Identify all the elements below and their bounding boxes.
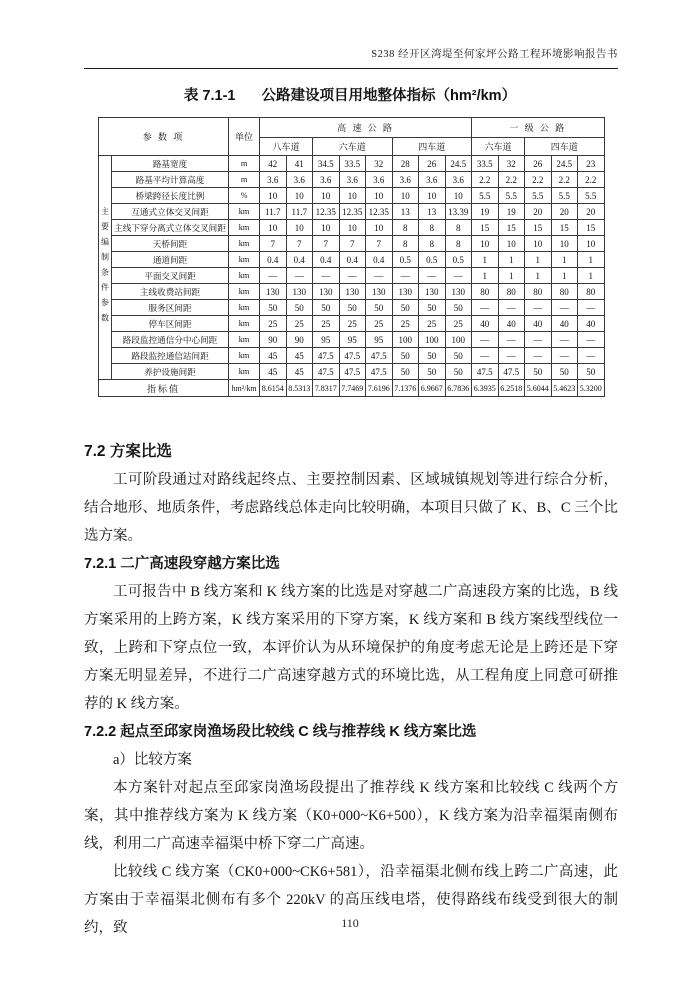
row-value: 47.5	[472, 364, 499, 380]
table-caption-title: 公路建设项目用地整体指标（hm²/km）	[261, 88, 517, 104]
row-value: 50	[419, 348, 446, 364]
row-value: 47.5	[313, 364, 340, 380]
row-value: 8	[392, 236, 419, 252]
row-value: 12.35	[313, 204, 340, 220]
row-value: 33.5	[339, 156, 366, 172]
row-value: 15	[525, 220, 552, 236]
row-value: 50	[339, 300, 366, 316]
table-header-row-1	[99, 118, 605, 138]
row-value: 0.5	[392, 252, 419, 268]
footer-value: 7.7469	[339, 380, 366, 397]
row-value: 50	[445, 300, 472, 316]
row-value: 10	[260, 220, 287, 236]
row-value: 45	[260, 348, 287, 364]
row-value: 130	[260, 284, 287, 300]
row-value: 33.5	[472, 156, 499, 172]
row-value: 50	[392, 300, 419, 316]
row-value: 25	[260, 316, 287, 332]
row-value: 0.4	[313, 252, 340, 268]
land-use-indicator-table	[98, 117, 605, 397]
row-value: 47.5	[339, 348, 366, 364]
row-unit: m	[229, 156, 260, 172]
table-row	[99, 284, 605, 300]
row-value: 25	[286, 316, 313, 332]
row-value: 8	[419, 236, 446, 252]
row-value: 50	[260, 300, 287, 316]
row-value: 8	[445, 220, 472, 236]
row-value: —	[498, 332, 525, 348]
row-value: 0.4	[260, 252, 287, 268]
row-value: 3.6	[286, 172, 313, 188]
row-value: 10	[551, 236, 578, 252]
header-rule	[84, 68, 618, 69]
row-value: 2.2	[498, 172, 525, 188]
row-value: 20	[525, 204, 552, 220]
row-value: —	[525, 332, 552, 348]
row-value: 19	[498, 204, 525, 220]
row-value: 10	[419, 188, 446, 204]
row-value: 50	[313, 300, 340, 316]
row-value: 8	[392, 220, 419, 236]
row-value: 0.5	[445, 252, 472, 268]
row-value: 25	[366, 316, 393, 332]
row-param-name: 路基平均计算高度	[112, 172, 229, 188]
row-value: 11.7	[286, 204, 313, 220]
footer-value: 8.5313	[286, 380, 313, 397]
row-value: —	[578, 300, 605, 316]
row-value: 10	[498, 236, 525, 252]
row-param-name: 服务区间距	[112, 300, 229, 316]
row-value: 3.6	[339, 172, 366, 188]
section-7-2-2-paragraph-1: 本方案针对起点至邱家岗渔场段提出了推荐线 K 线方案和比较线 C 线两个方案，其中推荐线方案为 K 线方案（K0+000~K6+500），K 线方案为沿幸福渠南侧布线，利用二广高速幸福渠中桥下穿二广高速。	[84, 780, 618, 852]
row-value: 130	[419, 284, 446, 300]
row-value: 45	[286, 364, 313, 380]
table-row	[99, 188, 605, 204]
row-value: 32	[498, 156, 525, 172]
row-value: 1	[472, 252, 499, 268]
row-group-label: 主要编制条件参数	[99, 156, 112, 380]
row-value: 15	[498, 220, 525, 236]
header-lane-6b: 六车道	[472, 138, 525, 156]
footer-value: 6.9667	[419, 380, 446, 397]
row-value: 13.39	[445, 204, 472, 220]
row-value: 45	[286, 348, 313, 364]
row-value: 3.6	[419, 172, 446, 188]
row-value: 1	[498, 252, 525, 268]
row-value: 50	[551, 364, 578, 380]
row-value: —	[551, 348, 578, 364]
row-value: 19	[472, 204, 499, 220]
row-value: 1	[551, 252, 578, 268]
table-row	[99, 220, 605, 236]
row-value: —	[445, 268, 472, 284]
row-param-name: 路基宽度	[112, 156, 229, 172]
header-first-class: 一 级 公 路	[472, 118, 605, 138]
footer-unit: hm²/km	[229, 380, 260, 397]
row-value: 130	[286, 284, 313, 300]
table-row	[99, 348, 605, 364]
row-value: —	[313, 268, 340, 284]
row-value: 47.5	[313, 348, 340, 364]
row-value: 80	[498, 284, 525, 300]
table-row	[99, 300, 605, 316]
table-row	[99, 172, 605, 188]
row-value: 25	[419, 316, 446, 332]
table-row	[99, 268, 605, 284]
row-value: 10	[286, 220, 313, 236]
row-unit: km	[229, 252, 260, 268]
footer-value: 5.3200	[578, 380, 605, 397]
row-value: 5.5	[498, 188, 525, 204]
header-param: 参 数 项	[99, 118, 229, 156]
table-row	[99, 252, 605, 268]
row-value: 10	[445, 188, 472, 204]
row-value: 7	[366, 236, 393, 252]
row-value: 13	[419, 204, 446, 220]
row-value: 50	[525, 364, 552, 380]
row-value: —	[551, 300, 578, 316]
row-value: —	[551, 332, 578, 348]
row-param-name: 养护设施间距	[112, 364, 229, 380]
row-value: 10	[313, 188, 340, 204]
row-value: 47.5	[366, 364, 393, 380]
row-value: 10	[392, 188, 419, 204]
row-value: 130	[366, 284, 393, 300]
header-unit: 单位	[229, 118, 260, 156]
row-param-name: 天桥间距	[112, 236, 229, 252]
row-value: 32	[366, 156, 393, 172]
row-value: 50	[419, 364, 446, 380]
row-value: 5.5	[578, 188, 605, 204]
row-value: 23	[578, 156, 605, 172]
row-value: 24.5	[445, 156, 472, 172]
row-value: 7	[339, 236, 366, 252]
row-value: 26	[419, 156, 446, 172]
row-value: 80	[578, 284, 605, 300]
row-value: 80	[472, 284, 499, 300]
row-unit: %	[229, 188, 260, 204]
row-unit: km	[229, 316, 260, 332]
header-lane-4: 四车道	[392, 138, 472, 156]
row-value: 10	[260, 188, 287, 204]
row-value: 8	[445, 236, 472, 252]
row-value: 12.35	[339, 204, 366, 220]
row-value: 50	[578, 364, 605, 380]
footer-value: 7.1376	[392, 380, 419, 397]
row-param-name: 路段监控通信分中心间距	[112, 332, 229, 348]
row-value: 3.6	[392, 172, 419, 188]
table-body	[99, 156, 605, 397]
row-unit: km	[229, 300, 260, 316]
row-value: 2.2	[472, 172, 499, 188]
row-value: 5.5	[525, 188, 552, 204]
row-value: —	[472, 300, 499, 316]
row-value: 1	[578, 252, 605, 268]
row-value: 90	[260, 332, 287, 348]
row-unit: km	[229, 204, 260, 220]
row-value: 25	[339, 316, 366, 332]
row-value: 100	[419, 332, 446, 348]
header-lane-6: 六车道	[313, 138, 393, 156]
row-value: 50	[366, 300, 393, 316]
row-value: 45	[260, 364, 287, 380]
row-value: —	[525, 300, 552, 316]
section-7-2-1-paragraph: 工可报告中 B 线方案和 K 线方案的比选是对穿越二广高速段方案的比选，B 线方案采用的上跨方案，K 线方案采用的下穿方案，K 线方案和 B 线方案线型线位一致，上跨和下穿点位一致，本评价认为从环境保护的角度考虑无论是上跨还是下穿方案无明显差异，不进行二广高速穿越方式的环境比选，从工程角度上同意可研推荐的 K 线方案。	[84, 584, 618, 712]
row-value: 2.2	[525, 172, 552, 188]
row-value: 10	[525, 236, 552, 252]
running-head: S238 经开区湾堤至何家坪公路工程环境影响报告书	[371, 49, 618, 60]
row-value: —	[578, 332, 605, 348]
row-unit: m	[229, 172, 260, 188]
row-value: 11.7	[260, 204, 287, 220]
row-value: 25	[445, 316, 472, 332]
row-value: 95	[313, 332, 340, 348]
row-value: 2.2	[578, 172, 605, 188]
row-param-name: 主线下穿分离式立体交叉间距	[112, 220, 229, 236]
row-value: 130	[392, 284, 419, 300]
row-value: 0.4	[366, 252, 393, 268]
body-content	[84, 438, 618, 942]
row-value: 10	[286, 188, 313, 204]
row-value: 0.5	[419, 252, 446, 268]
table-row	[99, 332, 605, 348]
row-value: 40	[578, 316, 605, 332]
row-value: 3.6	[313, 172, 340, 188]
row-value: 41	[286, 156, 313, 172]
row-value: 50	[286, 300, 313, 316]
row-value: 50	[445, 364, 472, 380]
footer-value: 6.7836	[445, 380, 472, 397]
row-value: 80	[551, 284, 578, 300]
row-param-name: 平面交叉间距	[112, 268, 229, 284]
row-param-name: 互通式立体交叉间距	[112, 204, 229, 220]
row-value: 7	[286, 236, 313, 252]
table-footer-row	[99, 380, 605, 397]
row-value: 10	[313, 220, 340, 236]
footer-value: 8.6154	[260, 380, 287, 397]
footer-value: 5.4623	[551, 380, 578, 397]
row-unit: km	[229, 268, 260, 284]
row-value: 50	[419, 300, 446, 316]
footer-value: 7.8317	[313, 380, 340, 397]
row-value: 24.5	[551, 156, 578, 172]
row-value: 10	[339, 188, 366, 204]
row-value: —	[525, 348, 552, 364]
row-value: 47.5	[339, 364, 366, 380]
row-unit: km	[229, 332, 260, 348]
footer-value: 6.2518	[498, 380, 525, 397]
table-row	[99, 316, 605, 332]
row-value: 95	[366, 332, 393, 348]
row-value: 0.4	[339, 252, 366, 268]
row-value: 12.35	[366, 204, 393, 220]
section-7-2-heading: 7.2 方案比选	[84, 443, 172, 460]
table-row	[99, 204, 605, 220]
row-value: 10	[366, 220, 393, 236]
row-value: 34.5	[313, 156, 340, 172]
row-unit: km	[229, 236, 260, 252]
row-value: —	[498, 300, 525, 316]
row-value: 20	[578, 204, 605, 220]
row-value: 100	[392, 332, 419, 348]
row-value: —	[366, 268, 393, 284]
row-value: 10	[339, 220, 366, 236]
footer-value: 5.6044	[525, 380, 552, 397]
row-value: 7	[260, 236, 287, 252]
table-caption	[0, 84, 700, 105]
row-value: —	[286, 268, 313, 284]
section-7-2-2-subheading: a）比较方案	[113, 752, 192, 768]
row-value: 13	[392, 204, 419, 220]
row-value: 1	[525, 252, 552, 268]
row-value: 3.6	[445, 172, 472, 188]
footer-param-name: 指标值	[99, 380, 229, 397]
row-value: 40	[472, 316, 499, 332]
header-lane-8: 八车道	[260, 138, 313, 156]
row-value: —	[260, 268, 287, 284]
table-row	[99, 156, 605, 172]
row-value: 7	[313, 236, 340, 252]
row-value: 10	[366, 188, 393, 204]
row-value: —	[472, 348, 499, 364]
row-value: 80	[525, 284, 552, 300]
row-value: 25	[313, 316, 340, 332]
row-value: 130	[313, 284, 340, 300]
row-value: 28	[392, 156, 419, 172]
row-value: 26	[525, 156, 552, 172]
row-value: 3.6	[260, 172, 287, 188]
table-row	[99, 364, 605, 380]
row-value: 5.5	[551, 188, 578, 204]
section-7-2-2-heading: 7.2.2 起点至邱家岗渔场段比较线 C 线与推荐线 K 线方案比选	[84, 724, 477, 740]
row-value: 1	[498, 268, 525, 284]
row-param-name: 停车区间距	[112, 316, 229, 332]
row-value: 0.4	[286, 252, 313, 268]
row-value: 42	[260, 156, 287, 172]
row-value: 50	[392, 364, 419, 380]
section-7-2-1-heading: 7.2.1 二广高速段穿越方案比选	[84, 556, 280, 572]
row-unit: km	[229, 284, 260, 300]
row-value: 130	[339, 284, 366, 300]
row-value: 100	[445, 332, 472, 348]
row-unit: km	[229, 220, 260, 236]
section-7-2-paragraph: 工可阶段通过对路线起终点、主要控制因素、区域城镇规划等进行综合分析，结合地形、地质条件，考虑路线总体走向比较明确，本项目只做了 K、B、C 三个比选方案。	[84, 472, 618, 544]
row-value: —	[419, 268, 446, 284]
row-value: 2.2	[551, 172, 578, 188]
row-value: 40	[525, 316, 552, 332]
row-param-name: 路段监控通信站间距	[112, 348, 229, 364]
row-unit: km	[229, 364, 260, 380]
footer-value: 7.6196	[366, 380, 393, 397]
row-value: 40	[551, 316, 578, 332]
row-value: 20	[551, 204, 578, 220]
row-value: 10	[578, 236, 605, 252]
row-param-name: 桥梁跨径长度比例	[112, 188, 229, 204]
row-value: 8	[419, 220, 446, 236]
table-row	[99, 236, 605, 252]
row-param-name: 通道间距	[112, 252, 229, 268]
row-value: 15	[578, 220, 605, 236]
page-number: 110	[341, 916, 359, 930]
row-value: —	[578, 348, 605, 364]
row-value: —	[472, 332, 499, 348]
row-value: 1	[525, 268, 552, 284]
row-value: 1	[551, 268, 578, 284]
row-value: 3.6	[366, 172, 393, 188]
row-value: 15	[472, 220, 499, 236]
row-value: 1	[578, 268, 605, 284]
footer-value: 6.3935	[472, 380, 499, 397]
row-value: 50	[392, 348, 419, 364]
row-value: 47.5	[366, 348, 393, 364]
row-value: —	[498, 348, 525, 364]
row-value: 90	[286, 332, 313, 348]
row-value: 95	[339, 332, 366, 348]
row-value: 130	[445, 284, 472, 300]
row-value: 10	[472, 236, 499, 252]
row-value: —	[339, 268, 366, 284]
row-value: 15	[551, 220, 578, 236]
row-unit: km	[229, 348, 260, 364]
row-value: 40	[498, 316, 525, 332]
header-lane-4b: 四车道	[525, 138, 605, 156]
row-param-name: 主线收费站间距	[112, 284, 229, 300]
header-expressway: 高 速 公 路	[260, 118, 472, 138]
table-caption-label: 表 7.1-1	[183, 88, 236, 104]
section-7-2-2-paragraph-2: 比较线 C 线方案（CK0+000~CK6+581），沿幸福渠北侧布线上跨二广高速，此方案由于幸福渠北侧布有多个 220kV 的高压线电塔，使得路线布线受到很大的制约，致	[84, 864, 618, 936]
row-value: 1	[472, 268, 499, 284]
row-value: 50	[445, 348, 472, 364]
row-value: —	[392, 268, 419, 284]
row-value: 25	[392, 316, 419, 332]
row-value: 47.5	[498, 364, 525, 380]
row-value: 5.5	[472, 188, 499, 204]
